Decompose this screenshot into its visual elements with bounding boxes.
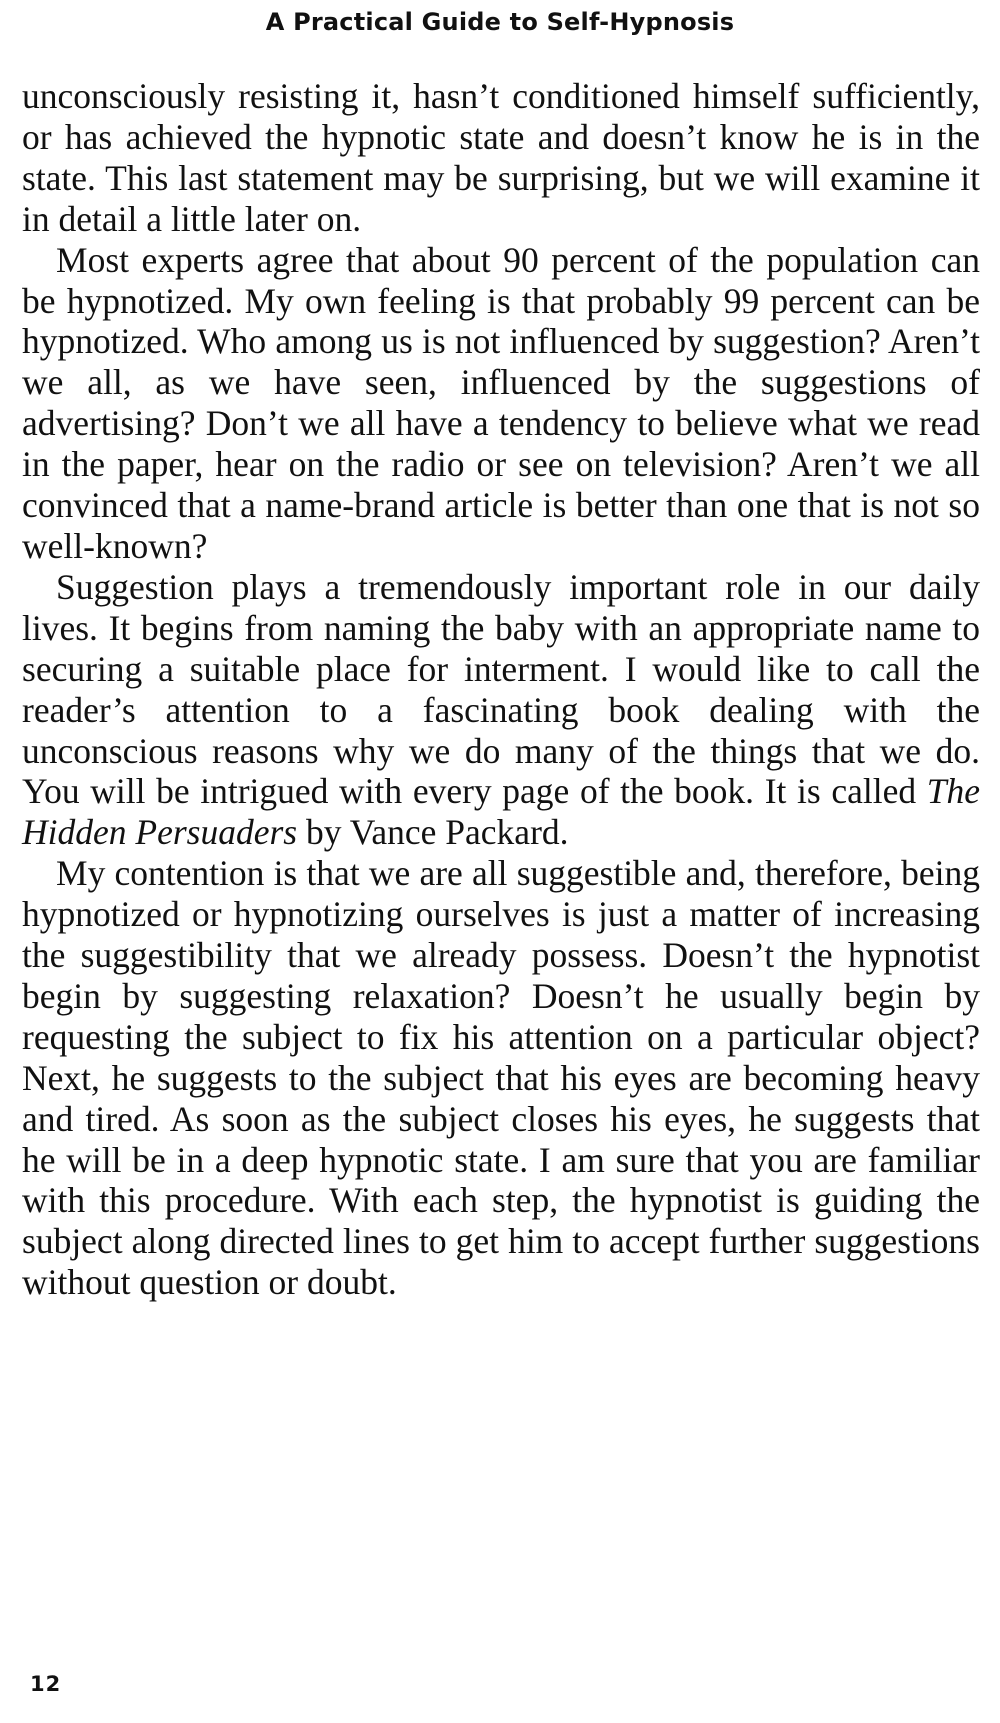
paragraph-hypnotizability: Most experts agree that about 90 percent of the population can be hypnotized. My own feeling is that probably 99 percent can be hypnotized. Who among us is not influenced by suggestion? Aren’t we all, as we have seen, influenced by the suggestions of advertising? Don’t we all have a tendency to believe what we read in the paper, hear on the radio or see on television? Aren’t we all convinced that a name-brand article is better than one that is not so well-known? <box>22 239 980 566</box>
page-number: 12 <box>30 1672 62 1696</box>
paragraph-contention: My contention is that we are all suggestible and, therefore, being hypnotized or hypnotizing ourselves is just a matter of increasing the suggestibility that we already possess. Doesn’t the hypnotist begin by suggesting relaxation? Doesn’t he usually begin by requesting the subject to fix his attention on a particular object? Next, he suggests to the subject that his eyes are becoming heavy and tired. As soon as the subject closes his eyes, he suggests that he will be in a deep hypnotic state. I am sure that you are familiar with this procedure. With each step, the hypnotist is guiding the subject along directed lines to get him to accept further suggestions without question or doubt. <box>22 853 980 1303</box>
paragraph-continued: unconsciously resisting it, hasn’t conditioned himself sufficiently, or has achieved the hypnotic state and doesn’t know he is in the state. This last statement may be surprising, but we will examine it in detail a little later on. <box>22 76 980 239</box>
paragraph-text: Suggestion plays a tremendously important role in our daily lives. It begins from naming the baby with an appropriate name to securing a suitable place for interment. I would like to call the reader’s attention to a fascinating book dealing with the unconscious reasons why we do many of the things that we do. You will be intrigued with every page of the book. It is called <box>22 566 980 812</box>
running-head: A Practical Guide to Self-Hypnosis <box>265 8 735 36</box>
paragraph-text: by Vance Packard. <box>297 812 569 853</box>
paragraph-suggestion-role <box>22 567 980 853</box>
body-text <box>22 76 980 1303</box>
book-title: The Hidden Persuaders <box>22 771 980 853</box>
